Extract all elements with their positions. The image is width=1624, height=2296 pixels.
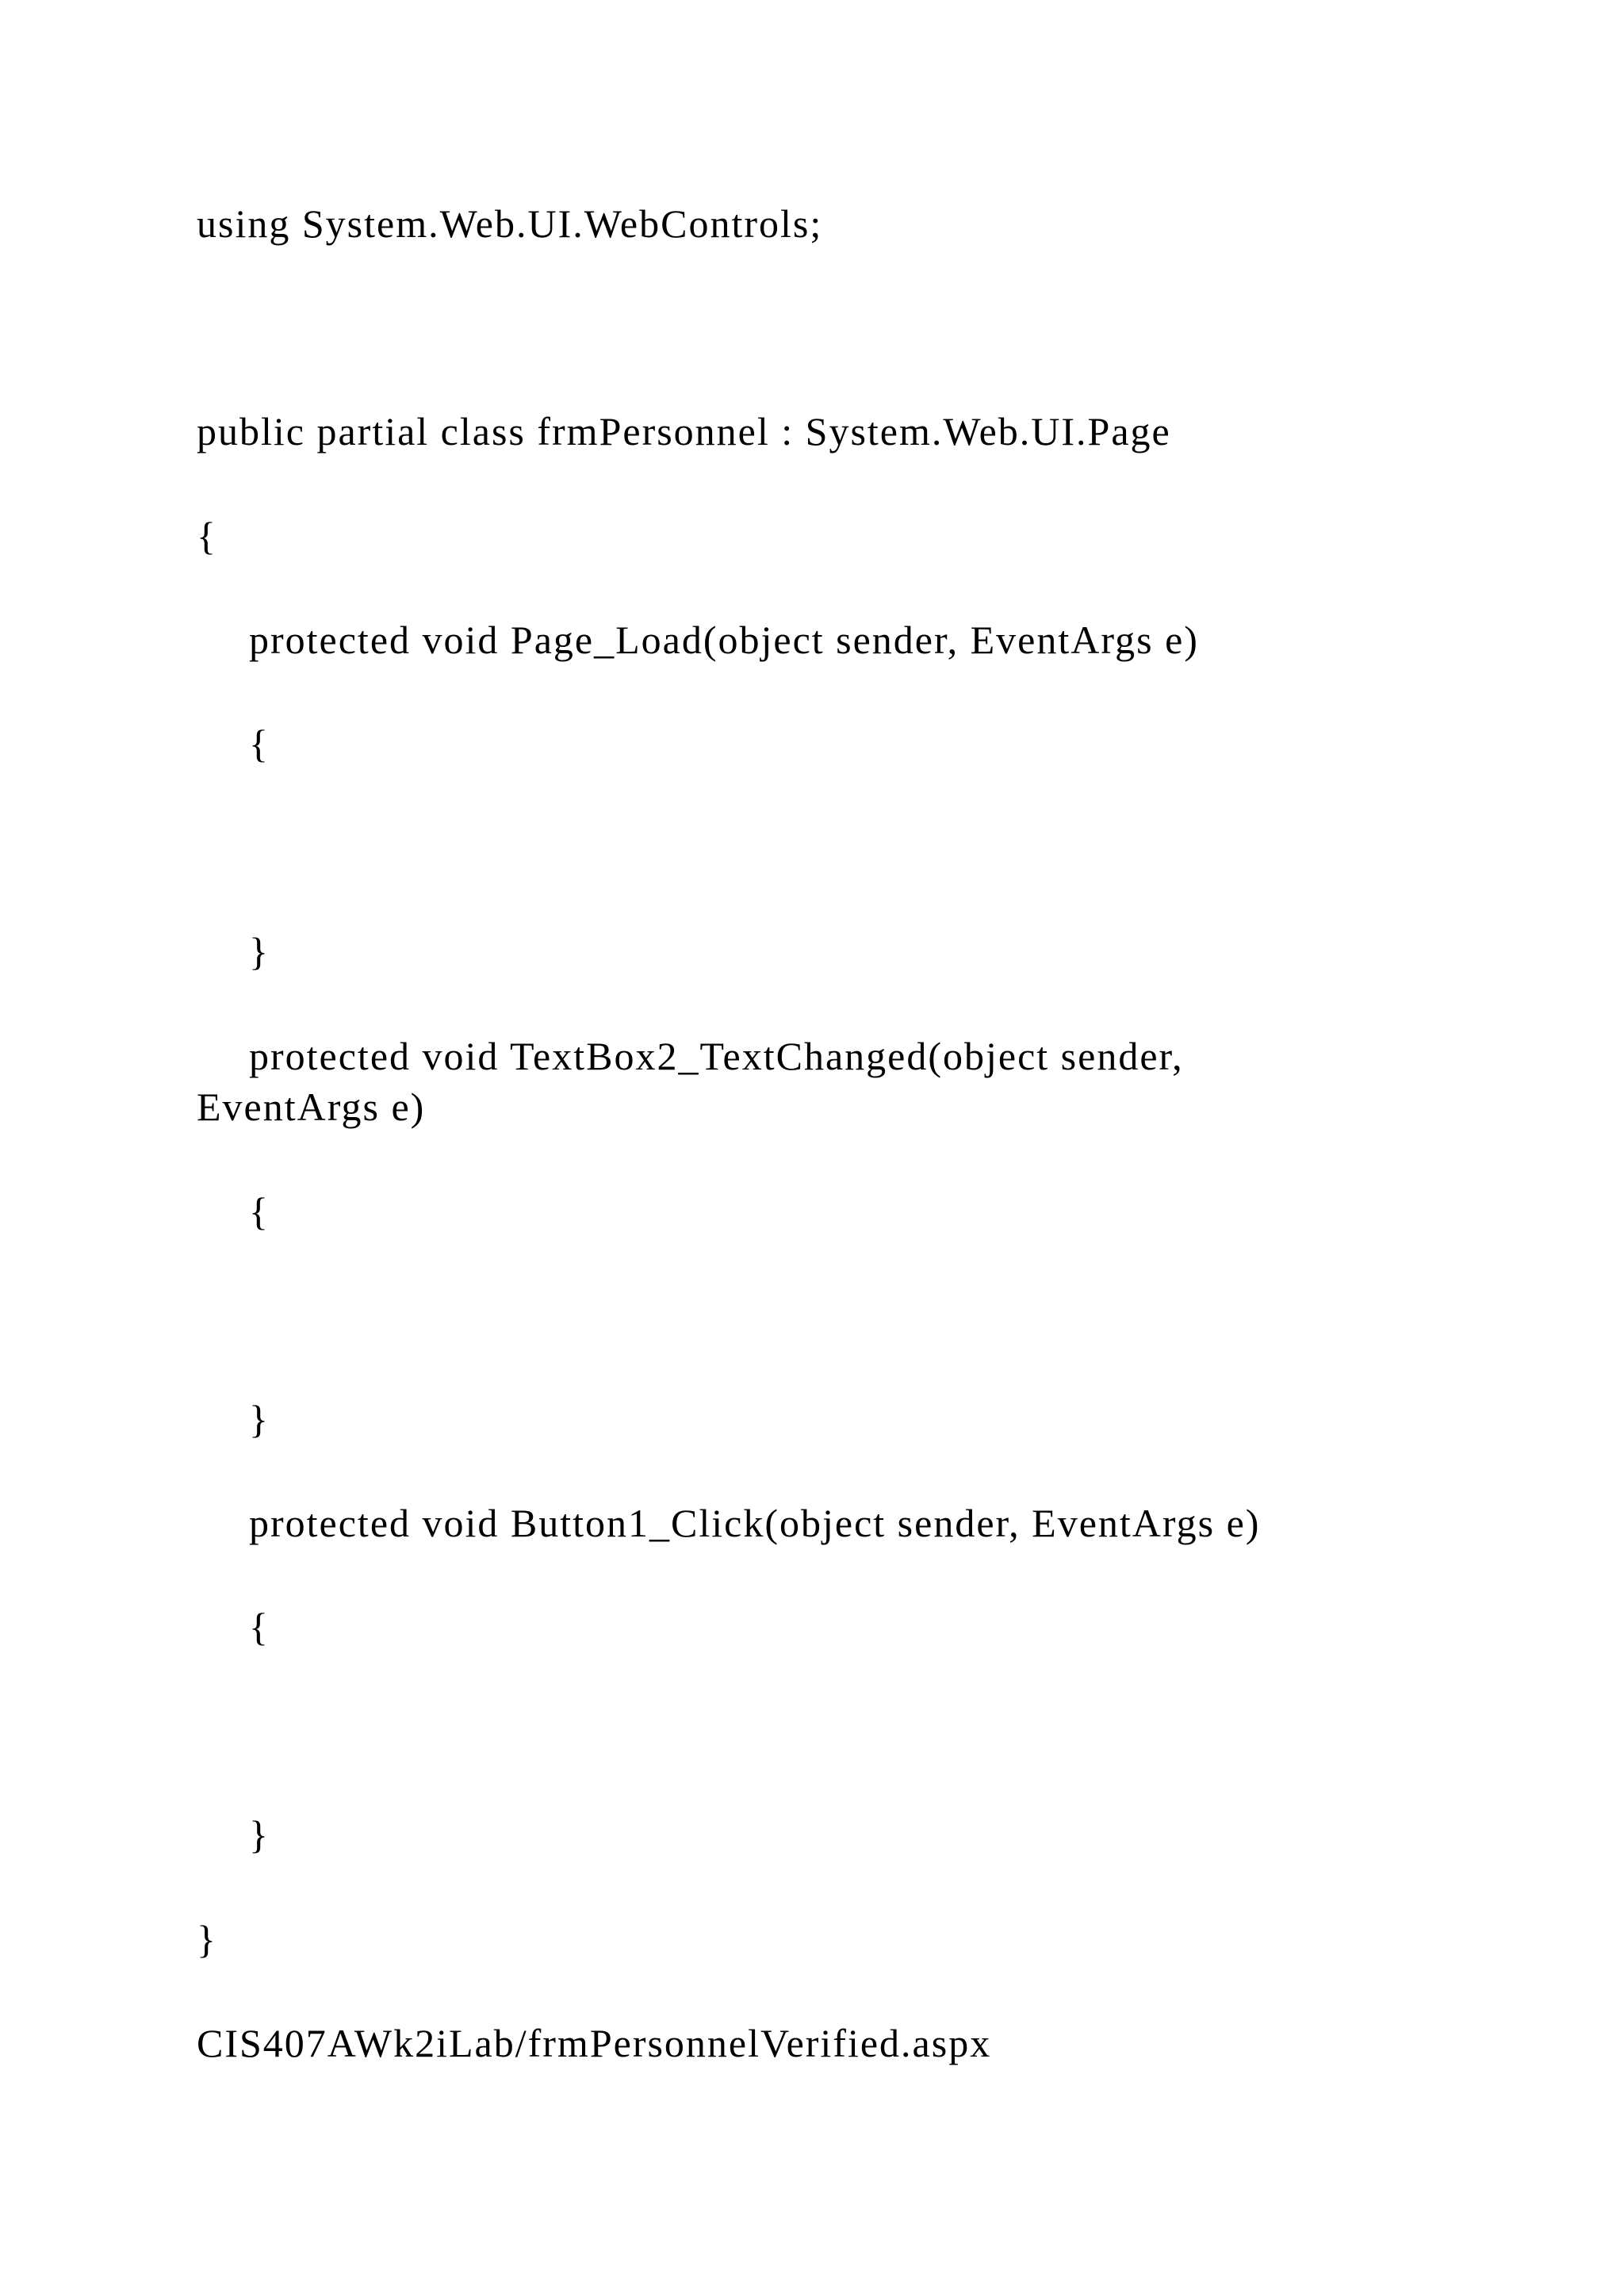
file-path-heading: CIS407AWk2iLab/frmPersonnelVerified.aspx — [197, 2021, 992, 2065]
code-line-page-load-open: { — [249, 721, 270, 766]
code-line-class-open-brace: { — [197, 514, 217, 558]
code-line-class-declaration: public partial class frmPersonnel : System.Web.UI.Page — [197, 409, 1171, 453]
code-line-page-load-close: } — [249, 929, 270, 974]
code-line-class-close-brace: } — [197, 1917, 217, 1961]
code-line-button-click: protected void Button1_Click(object sender, EventArgs e) — [249, 1501, 1261, 1545]
code-line-textchanged-open: { — [249, 1189, 270, 1234]
code-line-textchanged: protected void TextBox2_TextChanged(object sender, — [249, 1034, 1184, 1078]
code-line-page-load: protected void Page_Load(object sender, EventArgs e) — [249, 618, 1199, 662]
code-line-using: using System.Web.UI.WebControls; — [197, 201, 823, 246]
code-line-button-click-close: } — [249, 1812, 270, 1857]
code-line-textchanged-cont: EventArgs e) — [197, 1085, 426, 1129]
code-line-textchanged-close: } — [249, 1397, 270, 1441]
code-line-button-click-open: { — [249, 1605, 270, 1649]
